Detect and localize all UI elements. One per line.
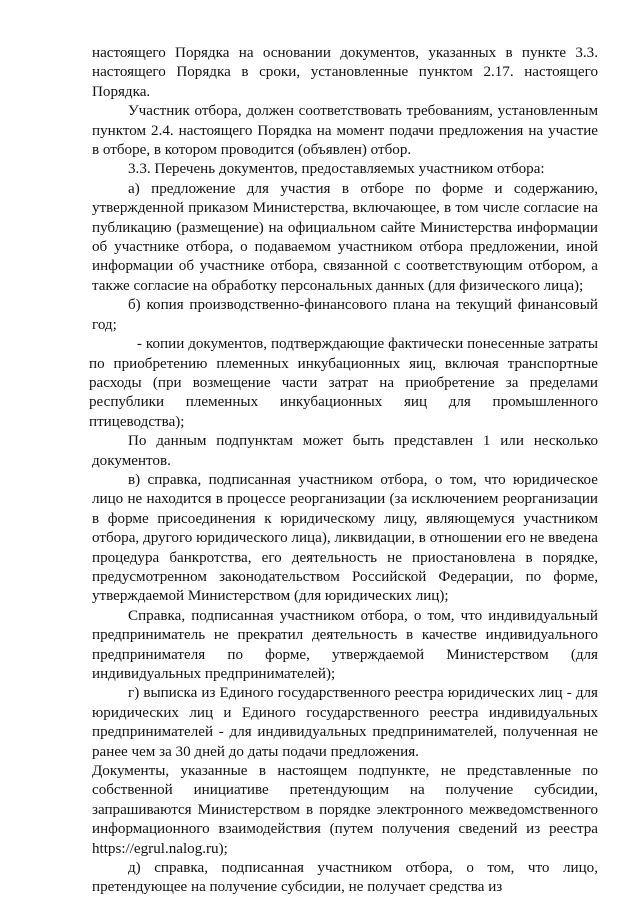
document-page xyxy=(89,44,598,898)
paragraph-item-v: в) справка, подписанная участником отбора, о том, что юридическое лицо не находится в процессе реорганизации (за исключением реорганизации в форме присоединения к юридическому лицу, являющемуся участником отбора, другого юридического лица), ликвидации, в отношении его не введена процедура банкротства, его деятельность не приостановлена в порядке, предусмотренном законодательством Российской Федерации, по форме, утверждаемой Министерством (для юридических лиц); xyxy=(92,471,598,605)
paragraph-item-g: г) выписка из Единого государственного реестра юридических лиц - для юридических лиц и Единого государственного реестра индивидуальных предпринимателей - для индивидуальных предпринимателей, полученная не ранее чем за 30 дней до даты подачи предложения. xyxy=(92,685,598,760)
paragraph-continuation: настоящего Порядка на основании документов, указанных в пункте 3.3. настоящего Порядка в сроки, установленные пунктом 2.17. настоящего Порядка. xyxy=(92,45,598,100)
paragraph-entrepreneur-certificate: Справка, подписанная участником отбора, о том, что индивидуальный предприниматель не прекратил деятельность в качестве индивидуального предпринимателя по форме, утверждаемой Министерством (для индивидуальных предпринимателей); xyxy=(92,607,598,682)
paragraph-item-b: б) копия производственно-финансового плана на текущий финансовый год; xyxy=(92,297,598,333)
paragraph-item-a: а) предложение для участия в отборе по форме и содержанию, утвержденной приказом Министерства, включающее, в том числе согласие на публикацию (размещение) на официальном сайте Министерства информации об участнике отбора, о подаваемом участником отбора предложении, иной информации об участнике отбора, связанной с соответствующим отбором, а также согласие на обработку персональных данных (для физического лица); xyxy=(92,180,598,294)
paragraph-copies-of-documents: - копии документов, подтверждающие фактически понесенные затраты по приобретению племенных инкубационных яиц, включая транспортные расходы (при возмещение части затрат на приобретение за пределами республики племенных инкубационных яиц для промышленного птицеводства); xyxy=(89,336,598,430)
paragraph-participant-requirements: Участник отбора, должен соответствовать требованиям, установленным пунктом 2.4. настоящего Порядка на момент подачи предложения на участие в отборе, в котором проводится (объявлен) отбор. xyxy=(92,103,598,159)
paragraph-subitems-note: По данным подпунктам может быть представлен 1 или несколько документов. xyxy=(92,433,598,469)
paragraph-item-d: д) справка, подписанная участником отбора, о том, что лицо, претендующее на получение субсидии, не получает средства из xyxy=(92,860,598,896)
paragraph-section-3-3: 3.3. Перечень документов, предоставляемых участником отбора: xyxy=(128,161,545,178)
paragraph-interagency-request: Документы, указанные в настоящем подпункте, не представленные по собственной инициативе претендующим на получение субсидии, запрашиваются Министерством в порядке электронного межведомственного информационного взаимодействия (путем получения сведений из реестра https://egrul.nalog.ru); xyxy=(92,763,598,857)
